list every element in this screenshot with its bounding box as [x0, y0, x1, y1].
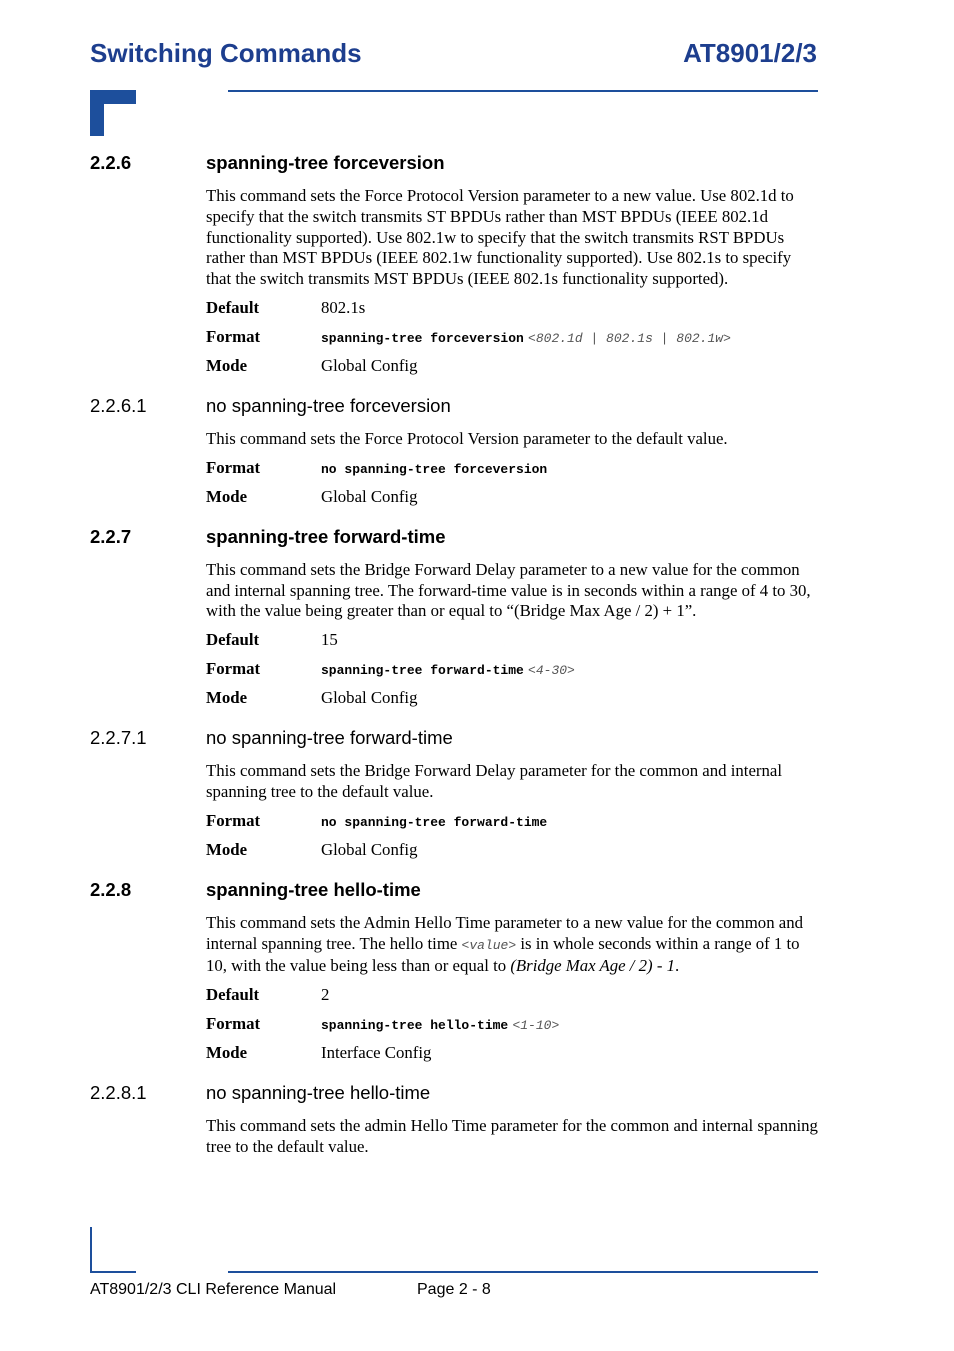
section-description: This command sets the Bridge Forward Delay parameter to a new value for the common and internal spanning tree. The forward-time value is in seconds within a range of 4 to 30, with the value being greater than or equal to “(Bridge Max Age / 2) + 1”. [206, 559, 811, 621]
format-command: no spanning-tree forceversion [321, 461, 548, 477]
default-row [206, 298, 818, 327]
section-number: 2.2.7.1 [90, 727, 147, 749]
section-heading-2281 [90, 1082, 818, 1104]
text-part: is in whole seconds within a range of 1 to 10, with the value being less than or equal to [206, 933, 800, 976]
chapter-title: Switching Commands [90, 38, 362, 68]
mode-value: Global Config [321, 839, 418, 859]
section-description: This command sets the Force Protocol Version parameter to the default value. [206, 428, 728, 448]
default-value: 15 [321, 630, 338, 650]
mode-value: Global Config [321, 355, 418, 375]
format-row [206, 458, 818, 487]
mode-value: Global Config [321, 688, 418, 708]
default-label: Default [206, 985, 260, 1005]
section-title: no spanning-tree forward-time [206, 727, 453, 749]
format-label: Format [206, 1014, 261, 1034]
default-value: 2 [321, 985, 330, 1005]
format-row [206, 811, 818, 840]
format-row [206, 327, 818, 356]
footer-manual-title: AT8901/2/3 CLI Reference Manual [90, 1281, 337, 1298]
mode-label: Mode [206, 688, 248, 708]
formula-text: (Bridge Max Age / 2) - 1 [510, 956, 676, 976]
section-heading-2271 [90, 727, 818, 749]
format-label: Format [206, 326, 261, 346]
footer-rule [228, 1271, 818, 1273]
default-label: Default [206, 630, 260, 650]
value-placeholder: <value> [461, 937, 517, 953]
section-heading-2261 [90, 395, 818, 417]
format-argument: <4-30> [528, 663, 575, 679]
mode-value: Interface Config [321, 1043, 432, 1063]
section-number: 2.2.6 [90, 152, 132, 173]
section-title: spanning-tree forward-time [206, 525, 446, 547]
section-description: This command sets the admin Hello Time parameter for the common and internal spanning tree to the default value. [206, 1116, 818, 1156]
footer-page-number: Page 2 - 8 [417, 1281, 491, 1298]
section-heading-228 [90, 879, 818, 901]
mode-row [206, 840, 818, 869]
format-argument: <802.1d | 802.1s | 802.1w> [528, 330, 731, 346]
format-row [206, 659, 818, 688]
default-label: Default [206, 297, 260, 317]
section-number: 2.2.8 [90, 878, 132, 900]
section-description: This command sets the Bridge Forward Delay parameter for the common and internal spanning tree to the default value. [206, 761, 782, 801]
text-part: . [675, 956, 680, 976]
format-command: spanning-tree hello-time [321, 1018, 509, 1034]
mode-label: Mode [206, 839, 248, 859]
mode-label: Mode [206, 355, 248, 375]
section-title: no spanning-tree hello-time [206, 1082, 431, 1104]
section-title: no spanning-tree forceversion [206, 394, 451, 416]
section-title: spanning-tree forceversion [206, 152, 445, 173]
section-description [206, 913, 818, 977]
format-label: Format [206, 659, 261, 679]
section-title: spanning-tree hello-time [206, 878, 421, 900]
mode-row [206, 688, 818, 717]
corner-bracket-top-h [90, 90, 136, 104]
mode-row [206, 1043, 818, 1072]
product-name: AT8901/2/3 [683, 38, 817, 68]
format-argument: <1-10> [512, 1018, 560, 1034]
corner-bracket-bottom-h [90, 1271, 136, 1273]
mode-label: Mode [206, 486, 248, 506]
section-heading-226 [90, 152, 818, 174]
text-part: This command sets the Admin Hello Time parameter to a new value for the common and internal spanning tree. The hello time [206, 912, 804, 953]
mode-label: Mode [206, 1043, 248, 1063]
mode-row [206, 356, 818, 385]
section-description: This command sets the Force Protocol Version parameter to a new value. Use 802.1d to specify that the switch transmits ST BPDUs rather than MST BPDUs (IEEE 802.1d functionality supported). Use 802.1w to specify that the switch transmits RST BPDUs rather than MST BPDUs (IEEE 802.1w functionality supported). Use 802.1s to specify that the switch transmits MST BPDUs (IEEE 802.1s functionality supported). [206, 186, 794, 289]
format-command: spanning-tree forceversion [321, 330, 524, 346]
section-number: 2.2.7 [90, 525, 132, 547]
default-row [206, 985, 818, 1014]
default-value: 802.1s [321, 297, 366, 317]
page-content [90, 152, 818, 1166]
mode-value: Global Config [321, 486, 418, 506]
section-heading-227 [90, 526, 818, 548]
header-rule [228, 90, 818, 92]
corner-bracket-bottom [90, 1227, 92, 1273]
format-label: Format [206, 457, 261, 477]
format-row [206, 1014, 818, 1043]
section-number: 2.2.6.1 [90, 394, 147, 416]
format-command: spanning-tree forward-time [321, 663, 524, 679]
format-label: Format [206, 810, 261, 830]
section-number: 2.2.8.1 [90, 1082, 147, 1104]
format-command: no spanning-tree forward-time [321, 814, 548, 830]
default-row [206, 630, 818, 659]
mode-row [206, 487, 818, 516]
